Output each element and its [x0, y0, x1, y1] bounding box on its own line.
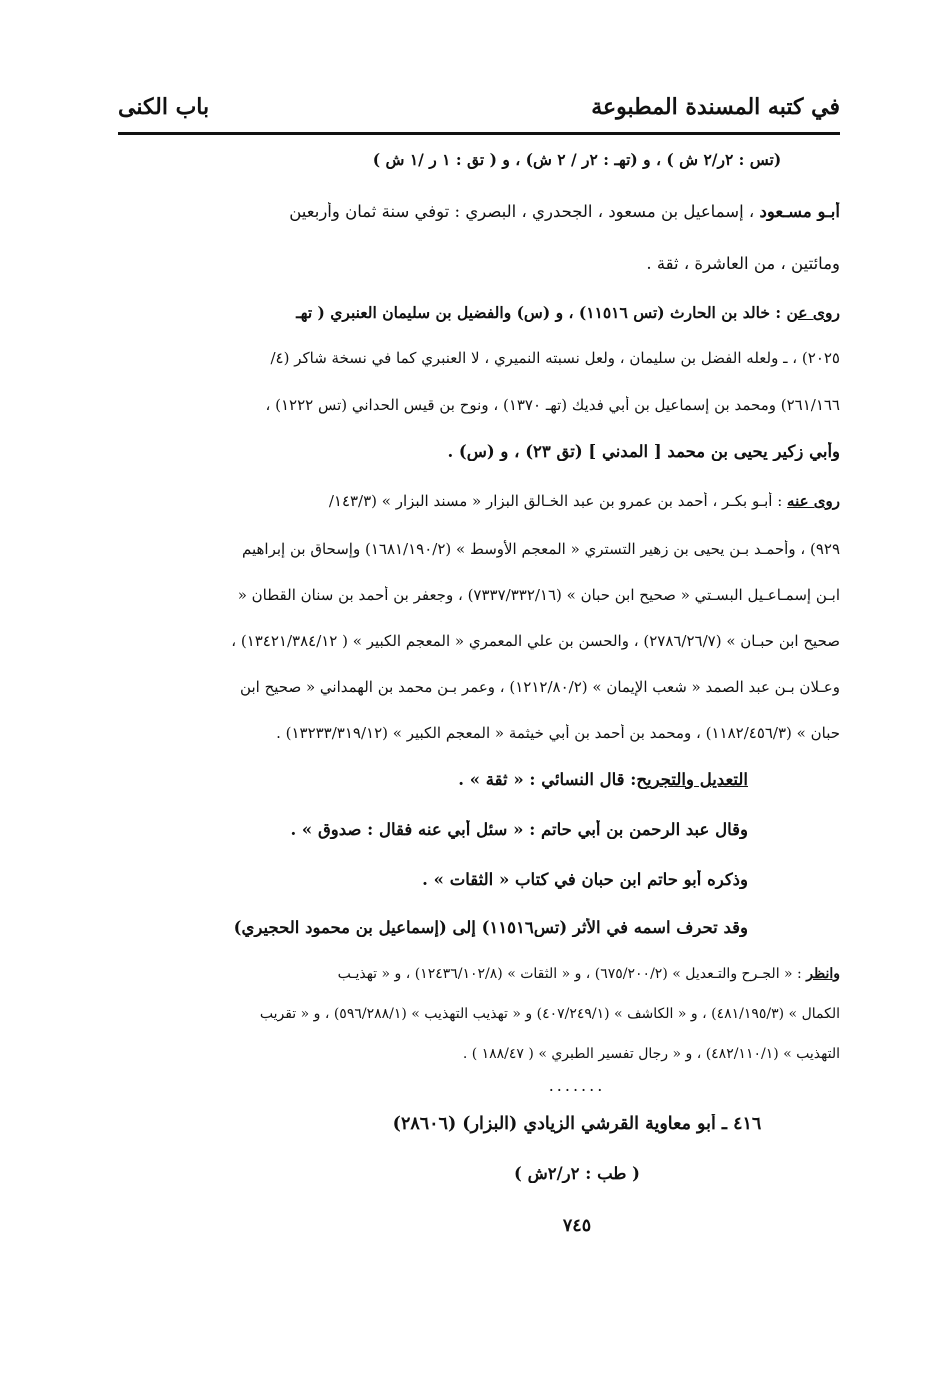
entry-heading: ٤١٦ ـ أبو معاوية القرشي الزيادي (البزار) (٢٨٦٠٦)	[392, 1114, 762, 1134]
text-line: صحيح ابن حبـان » (٢٧٨٦/٢٦/٧) ، والحسن بن علي المعمري « المعجم الكبير » ( ١٣٤٢١/٣٨٤/١٢) ،	[231, 632, 840, 650]
text-line: وأبي زكير يحيى بن محمد [ المدني ] (تق ٢٣) ، و (س) .	[447, 442, 840, 461]
text-line: التهذيب » (٤٨٢/١١٠/١) ، و « رجال تفسير الطبري » ( ١٨٨/٤٧ ) .	[462, 1046, 840, 1062]
section-label-narrated-by: روى عنه	[787, 492, 840, 510]
text-line: ابـن إسمـاعـيل البسـتي « صحيح ابن حبان » (٧٣٣٧/٣٣٢/١٦) ، وجعفر بن أحمد بن سنان القطان «	[237, 586, 840, 604]
separator-dots: .......	[548, 1076, 606, 1095]
narrator-description: ، إسماعيل بن مسعود ، الجحدري ، البصري : توفي سنة ثمان وأربعين	[289, 202, 755, 221]
text-line	[108, 770, 748, 789]
running-header	[118, 88, 840, 135]
text-line: وذكره أبو حاتم ابن حبان في كتاب « الثقات » .	[422, 870, 748, 889]
text-line: ٢٦١/١٦٦) ومحمد بن إسماعيل بن أبي فديك (تهـ ١٣٧٠) ، ونوح بن قيس الحداني (تس ١٢٢٢) ،	[265, 396, 840, 414]
text-line: ومائتين ، من العاشرة ، ثقة .	[646, 254, 840, 273]
text-line	[118, 966, 840, 982]
text-line	[118, 303, 840, 322]
text-segment: : « الجـرح والتـعديل » (٦٧٥/٢٠٠/٢) ، و « الثقات » (١٢٤٣٦/١٠٢/٨) ، و « تهذيـب	[337, 966, 807, 982]
text-line	[118, 492, 840, 510]
text-segment: : قال النسائي : « ثقة » .	[458, 770, 637, 789]
sigla-line: (تس : ٢ر/٢ ش ) ، و (تهـ : ٢ر / ٢ ش) ، و ( تق : ١ ر /١ ش )	[372, 150, 782, 169]
page-number: ٧٤٥	[562, 1216, 592, 1236]
text-line: وقد تحرف اسمه في الأثر (تس١١٥١٦) إلى (إسماعيل بن محمود الحجيري)	[233, 918, 748, 937]
narrator-name: أبـو مسـعود	[759, 202, 840, 221]
document-page	[118, 88, 840, 145]
text-line: ٩٢٩) ، وأحمـد بـن يحيى بن زهير التستري « المعجم الأوسط » (١٦٨١/١٩٠/٢) وإسحاق بن إبراهيم	[242, 540, 840, 558]
section-label-narrated-from: روى عن	[786, 303, 840, 322]
entry-sigla: ( طب : ٢ر/٢ش )	[514, 1164, 640, 1183]
header-chapter-title: باب الكنى	[118, 94, 210, 120]
text-line: ٢٠٢٥) ، ـ ولعله الفضل بن سليمان ، ولعل نسبته النميري ، لا العنبري كما في نسخة شاكر (٤/	[270, 349, 840, 367]
section-label-grading: التعديل والتجريح	[636, 770, 748, 789]
text-line: الكمال » (٤٨١/١٩٥/٣) ، و « الكاشف » (٤٠٧/٢٤٩/١) و « تهذيب التهذيب » (٥٩٦/٢٨٨/١) ، و « تقريب	[259, 1006, 840, 1022]
text-line: حبان » (١١٨٢/٤٥٦/٣) ، ومحمد بن أحمد بن أبي خيثمة « المعجم الكبير » (١٣٢٣٣/٣١٩/١٢) .	[276, 724, 840, 742]
text-segment: : أبـو بكـر ، أحمد بن عمرو بن عبد الخـالق البزار « مسند البزار » (١٤٣/٣/	[328, 492, 788, 510]
text-line	[118, 202, 840, 221]
text-segment: : خالد بن الحارث (تس ١١٥١٦) ، و (س) والفضيل بن سليمان العنبري ( تهـ	[296, 303, 787, 322]
section-label-see-also: وانظر	[806, 966, 840, 982]
text-line: وقال عبد الرحمن بن أبي حاتم : « سئل أبي عنه فقال : صدوق » .	[290, 820, 748, 839]
header-book-title: في كتبه المسندة المطبوعة	[591, 94, 840, 120]
text-line: وعـلان بـن عبد الصمد « شعب الإيمان » (١٢١٢/٨٠/٢) ، وعمر بـن محمد بن الهمداني « صحيح ابن	[240, 678, 840, 696]
